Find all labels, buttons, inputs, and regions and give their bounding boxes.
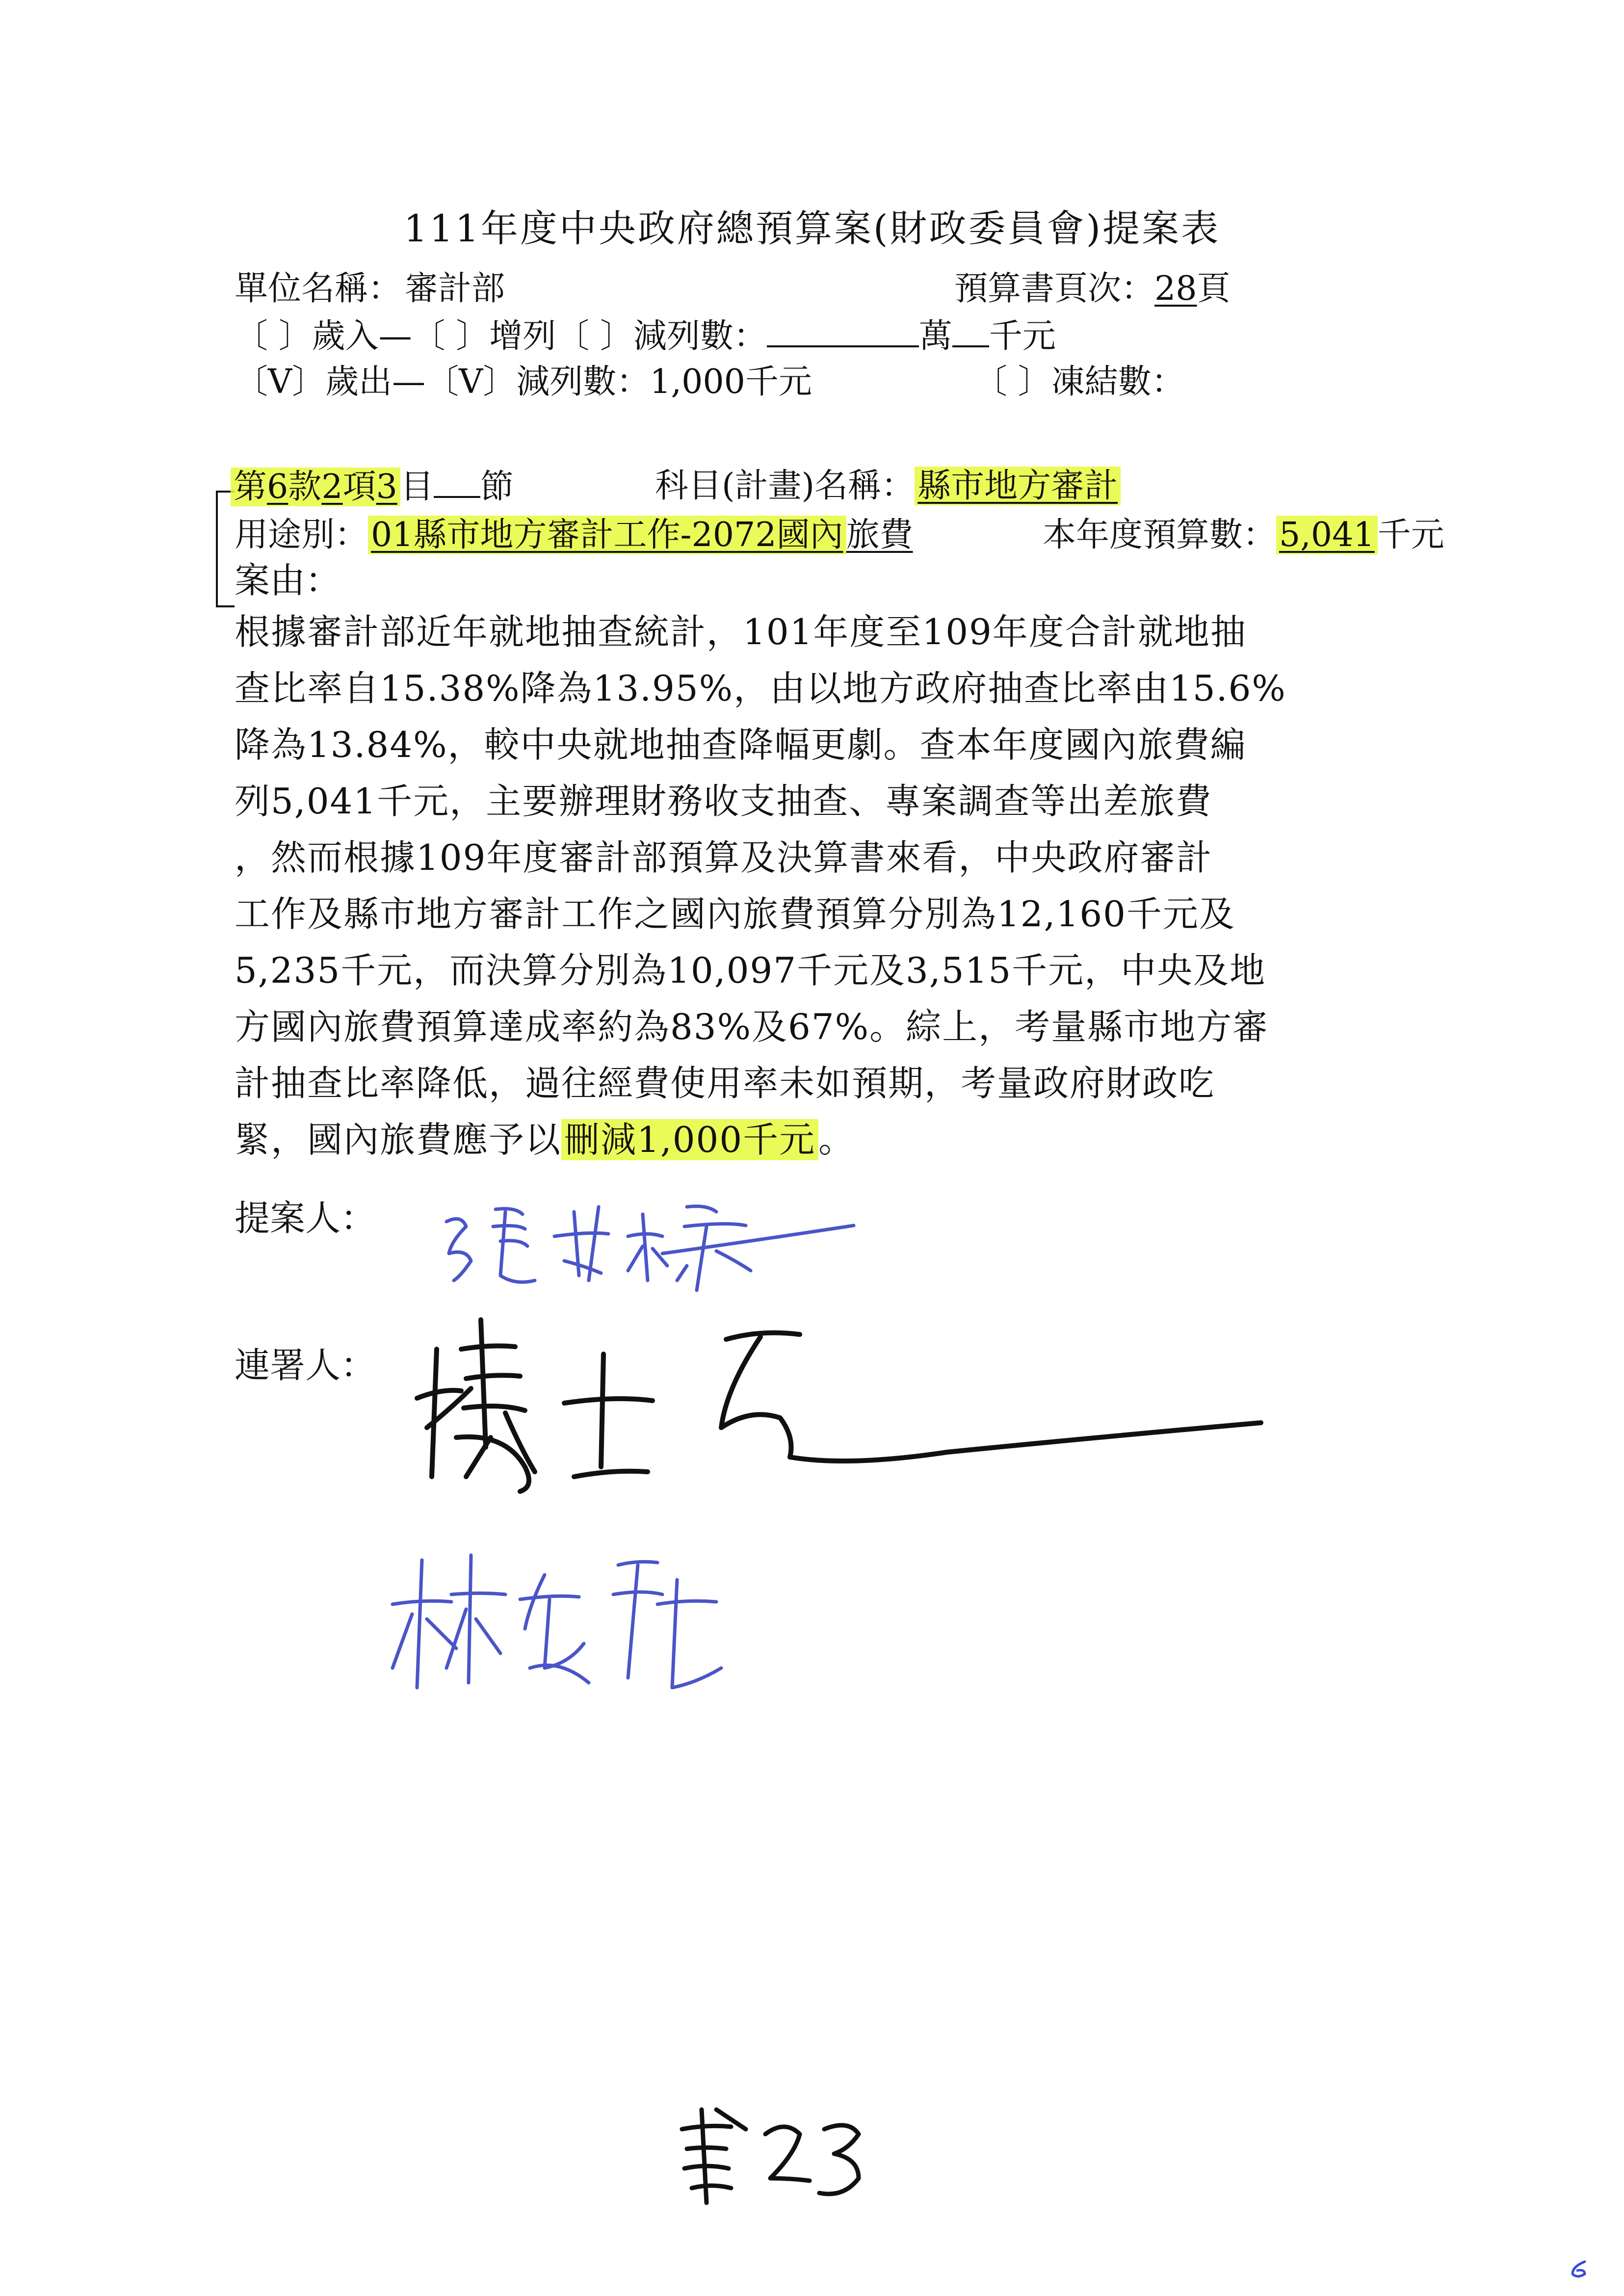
last-line-suffix: 。: [818, 1119, 855, 1160]
kuan-label: 款: [288, 468, 322, 507]
revenue-qian-blank: [952, 315, 989, 347]
usage-row: [235, 515, 913, 555]
xiang-value: 2: [321, 468, 343, 507]
handwritten-mark: [677, 2100, 883, 2213]
reason-line: 查比率自15.38%降為13.95%，由以地方政府抽查比率由15.6%: [235, 668, 1286, 709]
budget-unit: 千元: [1377, 516, 1444, 554]
page-title: 111年度中央政府總預算案(財政委員會)提案表: [403, 207, 1221, 250]
reason-last-line: [235, 1119, 1437, 1175]
freeze-line: 〔 〕凍結數：: [974, 363, 1185, 401]
revenue-line-prefix: 〔 〕歲入—〔 〕增列〔 〕減列數：: [235, 317, 767, 356]
revenue-row: [235, 315, 1056, 357]
revenue-line-qian: 千元: [989, 317, 1056, 356]
budget-label: 本年度預算數：: [1043, 516, 1277, 554]
cosigner-label: 連署人：: [235, 1345, 376, 1386]
classification-row: [231, 466, 514, 507]
budget-row: [1043, 515, 1444, 555]
last-line-highlight: 刪減1,000千元: [561, 1119, 818, 1160]
reason-line: 5,235千元，而決算分別為10,097千元及3,515千元，中央及地: [235, 950, 1266, 991]
page-label: 預算書頁次：: [954, 269, 1155, 308]
usage-value: 01縣市地方審計工作-2072國內: [368, 516, 846, 554]
kuan-prefix: 第: [234, 468, 267, 507]
proposer-label: 提案人：: [235, 1198, 376, 1239]
usage-label: 用途別：: [235, 516, 368, 554]
reason-line: 列5,041千元，主要辦理財務收支抽查、專案調查等出差旅費: [235, 781, 1212, 822]
unit-label: 單位名稱：: [235, 269, 402, 308]
usage-suffix: 旅費: [846, 516, 913, 554]
xiang-label: 項: [342, 468, 376, 507]
page-value: 28: [1154, 269, 1197, 308]
page-suffix: 頁: [1197, 269, 1231, 308]
mu-label: 目: [400, 468, 434, 507]
last-line-prefix: 緊，國內旅費應予以: [235, 1119, 562, 1160]
unit-value: 審計部: [405, 269, 505, 308]
subject-value: 縣市地方審計: [915, 467, 1121, 505]
subject-row: [655, 466, 1121, 506]
mu-value: 3: [376, 468, 397, 507]
cosigner-signature-2: [383, 1521, 765, 1707]
jie-blank: [434, 466, 480, 498]
corner-ink-mark: [1565, 2257, 1595, 2281]
reason-line: 計抽查比率降低，過往經費使用率未如預期，考量政府財政吃: [235, 1063, 1215, 1104]
budget-page-row: [954, 269, 1231, 309]
jie-label: 節: [480, 468, 514, 507]
subject-label: 科目(計畫)名稱：: [655, 467, 915, 505]
reason-line: 工作及縣市地方審計工作之國內旅費預算分別為12,160千元及: [235, 893, 1235, 935]
revenue-line-wan: 萬: [918, 317, 952, 356]
cosigner-signature: [407, 1290, 1281, 1516]
reason-body: [235, 611, 1437, 1175]
reason-line: 根據審計部近年就地抽查統計，101年度至109年度合計就地抽: [235, 611, 1247, 652]
revenue-wan-blank: [767, 315, 919, 347]
reason-line: ，然而根據109年度審計部預算及決算書來看，中央政府審計: [235, 837, 1213, 878]
budget-value: 5,041: [1276, 516, 1378, 554]
expense-line: 〔V〕歲出—〔V〕減列數：1,000千元: [235, 363, 812, 401]
kuan-value: 6: [267, 468, 288, 507]
reason-label: 案由：: [235, 560, 341, 601]
reason-line: 方國內旅費預算達成率約為83%及67%。綜上，考量縣市地方審: [235, 1006, 1269, 1047]
left-bracket: [216, 491, 235, 607]
reason-line: 降為13.84%，較中央就地抽查降幅更劇。查本年度國內旅費編: [235, 724, 1247, 765]
